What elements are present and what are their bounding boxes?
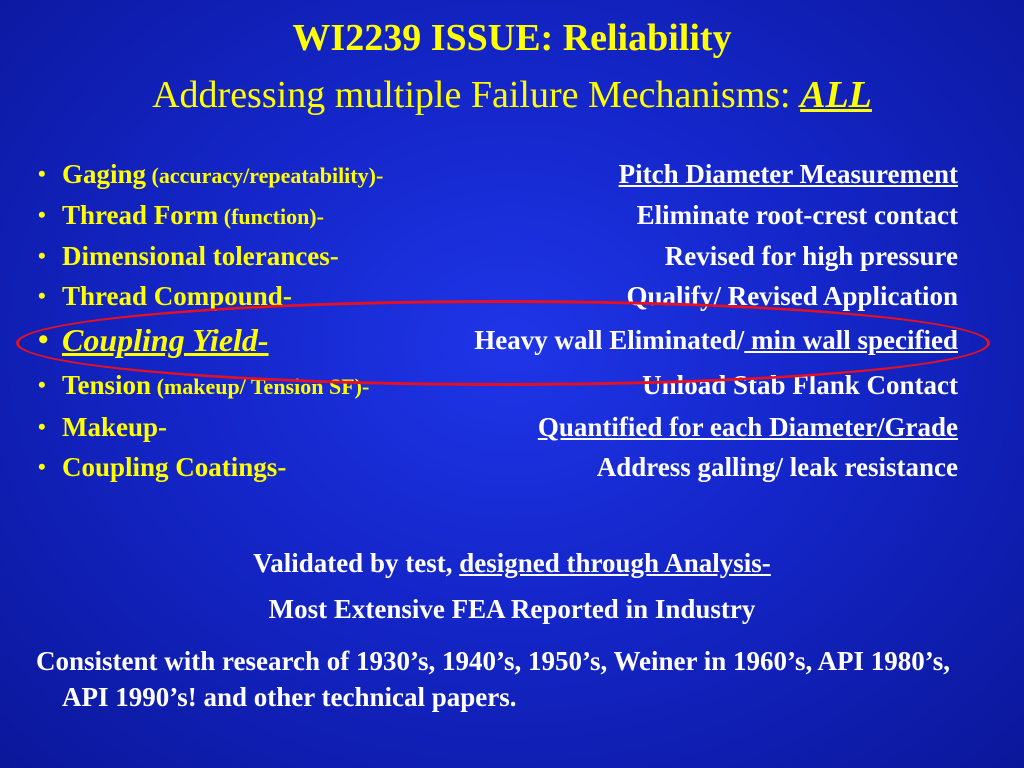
validated-emphasis: designed through Analysis- (459, 548, 771, 578)
bullet-label-note: (function)- (218, 204, 324, 229)
bullet-marker: • (38, 323, 49, 356)
slide-subtitle (0, 72, 1024, 118)
subtitle-text: Addressing multiple Failure Mechanisms: (152, 74, 801, 116)
slide-title: WI2239 ISSUE: Reliability (292, 17, 732, 59)
bullet-label-main: Thread Form (62, 200, 219, 230)
bullet-result: Eliminate root-crest contact (636, 200, 958, 230)
bullet-marker: • (38, 372, 46, 397)
bullet-label: Thread Compound- (62, 281, 292, 311)
bullet-result: Unload Stab Flank Contact (642, 370, 958, 400)
bullet-result: Quantified for each Diameter/Grade (537, 412, 958, 442)
bullet-result-underlined: min wall specified (744, 325, 958, 355)
bullet-label-note: (accuracy/repeatability)- (146, 163, 384, 188)
bullet-row-coupling-coatings (38, 449, 958, 485)
bullet-label-main: Tension (62, 370, 152, 400)
validated-line (0, 545, 1024, 581)
bullet-result: Qualify/ Revised Application (626, 281, 958, 311)
bullet-row-gaging (38, 156, 958, 192)
highlight-oval (16, 300, 990, 386)
bullet-marker: • (38, 243, 46, 268)
bullet-label: Makeup- (62, 412, 168, 442)
bullet-row-makeup (38, 409, 958, 445)
bullet-label: Coupling Yield- (62, 322, 269, 358)
bullet-result: Revised for high pressure (664, 241, 958, 271)
bullet-label-main: Gaging (62, 159, 147, 189)
bullet-marker: • (38, 414, 46, 439)
fea-line: Most Extensive FEA Reported in Industry (268, 594, 756, 624)
bullet-marker: • (38, 283, 46, 308)
bullet-marker: • (38, 454, 46, 479)
validated-prefix: Validated by test, (253, 548, 460, 578)
consistent-paragraph: Consistent with research of 1930’s, 1940’s, 1950’s, Weiner in 1960’s, API 1980’s, API 1990’s! and other technical papers. (36, 646, 950, 712)
bullet-label (62, 156, 383, 194)
subtitle-emphasis: ALL (800, 74, 872, 116)
bullet-marker: • (38, 202, 46, 227)
bullet-row-dimensional-tolerances (38, 238, 958, 274)
bullet-label (62, 197, 324, 235)
bullet-result: Address galling/ leak resistance (596, 452, 958, 482)
bullet-label-note: (makeup/ Tension SF)- (151, 374, 370, 399)
bullet-result: Pitch Diameter Measurement (618, 159, 958, 189)
bullet-marker: • (38, 161, 46, 186)
bullet-row-thread-form (38, 197, 958, 233)
bullet-result-plain: Heavy wall Eliminated/ (474, 325, 745, 355)
bullet-label: Dimensional tolerances- (62, 241, 339, 271)
bullet-label: Coupling Coatings- (62, 452, 287, 482)
